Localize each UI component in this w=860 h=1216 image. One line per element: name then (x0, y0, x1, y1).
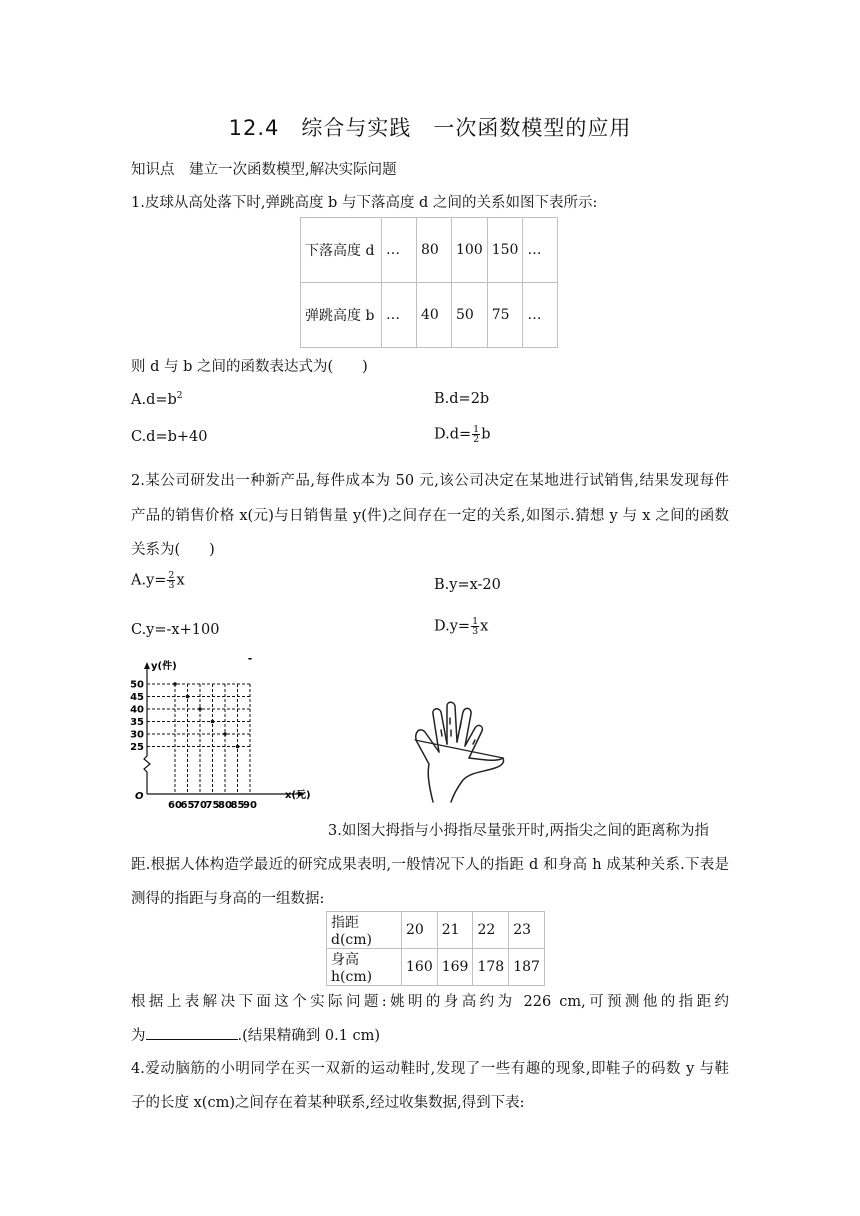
table-cell: 75 (487, 283, 523, 348)
y-tick-label: 50 (130, 679, 144, 691)
table-cell: 指距 d(cm) (327, 912, 402, 949)
table-cell: 22 (473, 912, 509, 949)
q1-option-c: C.d=b+40 (131, 429, 208, 445)
y-tick-label: 25 (130, 742, 144, 753)
q2-option-d: D.y= $\frac{1}{3}$ x (434, 616, 489, 637)
answer-blank (146, 1025, 238, 1040)
table-cell: 80 (417, 218, 452, 283)
superscript: 2 (176, 391, 183, 401)
q1-option-d: D.d= $\frac{1}{2}$ b (434, 424, 491, 445)
q3-line-2: 距.根据人体构造学最近的研究成果表明,一般情况下人的指距 d 和身高 h 成某种关系.下表是 (131, 857, 729, 873)
y-tick-label: 35 (130, 717, 144, 728)
q1-stem: 1.皮球从高处落下时,弹跳高度 b 与下落高度 d 之间的关系如图下表所示: (131, 195, 598, 211)
q1-option-a: $A.d=b^2$ (131, 391, 183, 408)
scatter-chart (125, 658, 325, 808)
q4-line-2: 子的长度 x(cm)之间存在着某种联系,经过收集数据,得到下表: (131, 1095, 525, 1111)
q4-line-1: 4.爱动脑筋的小明同学在买一双新的运动鞋时,发现了一些有趣的现象,即鞋子的码数 y 与鞋 (131, 1061, 729, 1077)
fraction: $\frac{2}{3}$ (168, 570, 175, 591)
x-tick-label: 65 (180, 800, 195, 808)
origin-label: O (135, 791, 144, 802)
q2-line-2: 产品的销售价格 x(元)与日销售量 y(件)之间存在一定的关系,如图示.猜想 y 与 x 之间的函数 (131, 508, 729, 524)
table-cell: … (382, 218, 417, 283)
x-tick-label: 75 (205, 800, 220, 808)
table-cell: 178 (473, 949, 509, 986)
table-cell: 150 (487, 218, 523, 283)
q3-table (326, 911, 545, 986)
table-cell: 40 (417, 283, 452, 348)
q2-option-a: A.y= $\frac{2}{3}$ x (131, 570, 185, 591)
y-tick-label: 45 (130, 692, 144, 703)
table-cell: … (523, 218, 558, 283)
q2-line-3: 关系为( ) (131, 542, 215, 558)
y-axis-label: y(件) (151, 661, 177, 672)
hand-illustration (405, 700, 509, 804)
table-cell: 169 (437, 949, 473, 986)
q3-line-3: 测得的指距与身高的一组数据: (131, 891, 325, 907)
x-tick-label: 80 (218, 800, 232, 808)
table-cell: 21 (437, 912, 473, 949)
q1-table-row (301, 283, 558, 348)
table-cell: … (523, 283, 558, 348)
data-point (236, 745, 240, 749)
data-point (248, 658, 252, 660)
chart-grid (147, 684, 250, 794)
fraction: $\frac{1}{3}$ (472, 616, 479, 637)
data-point (186, 695, 190, 699)
table-cell: 23 (509, 912, 545, 949)
q3-table-row (327, 949, 545, 986)
data-point (173, 682, 177, 686)
table-cell: 50 (452, 283, 488, 348)
fraction: $\frac{1}{2}$ (473, 424, 480, 445)
q3-table-row (327, 912, 545, 949)
q2-option-c: C.y=-x+100 (131, 622, 220, 638)
table-cell: 身高 h(cm) (327, 949, 402, 986)
table-cell: 20 (402, 912, 438, 949)
x-tick-label: 70 (193, 800, 207, 808)
q3-line-5: 为 .(结果精确到 0.1 cm) (131, 1024, 380, 1045)
table-cell: 187 (509, 949, 545, 986)
q1-table-row (301, 218, 558, 283)
table-cell: 100 (452, 218, 488, 283)
data-point (211, 720, 215, 724)
page-title: 12.4 综合与实践 一次函数模型的应用 (228, 116, 632, 140)
x-axis-label: x(元) (285, 790, 311, 801)
y-tick-label: 40 (130, 704, 144, 716)
y-axis-arrow (144, 662, 150, 669)
table-cell: 下落高度 d (301, 218, 382, 283)
q3-line-1: 3.如图大拇指与小拇指尽量张开时,两指尖之间的距离称为指 (328, 823, 709, 839)
table-cell: 弹跳高度 b (301, 283, 382, 348)
data-point (223, 732, 227, 736)
x-tick-label: 90 (243, 800, 257, 808)
q1-question: 则 d 与 b 之间的函数表达式为( ) (131, 359, 368, 375)
y-axis-break (144, 666, 150, 794)
data-point (198, 707, 202, 711)
table-cell: … (382, 283, 417, 348)
table-cell: 160 (402, 949, 438, 986)
q1-option-b: B.d=2b (434, 391, 490, 407)
q2-option-b: B.y=x-20 (434, 577, 501, 593)
y-tick-label: 30 (130, 729, 144, 741)
q3-line-4: 根据上表解决下面这个实际问题:姚明的身高约为 226 cm,可预测他的指距约 (131, 994, 729, 1010)
knowledge-point: 知识点 建立一次函数模型,解决实际问题 (131, 162, 397, 178)
q1-table (300, 217, 558, 348)
q2-line-1: 2.某公司研发出一种新产品,每件成本为 50 元,该公司决定在某地进行试销售,结果发现每件 (131, 473, 729, 489)
x-tick-label: 85 (230, 800, 245, 808)
x-tick-label: 60 (168, 800, 182, 808)
